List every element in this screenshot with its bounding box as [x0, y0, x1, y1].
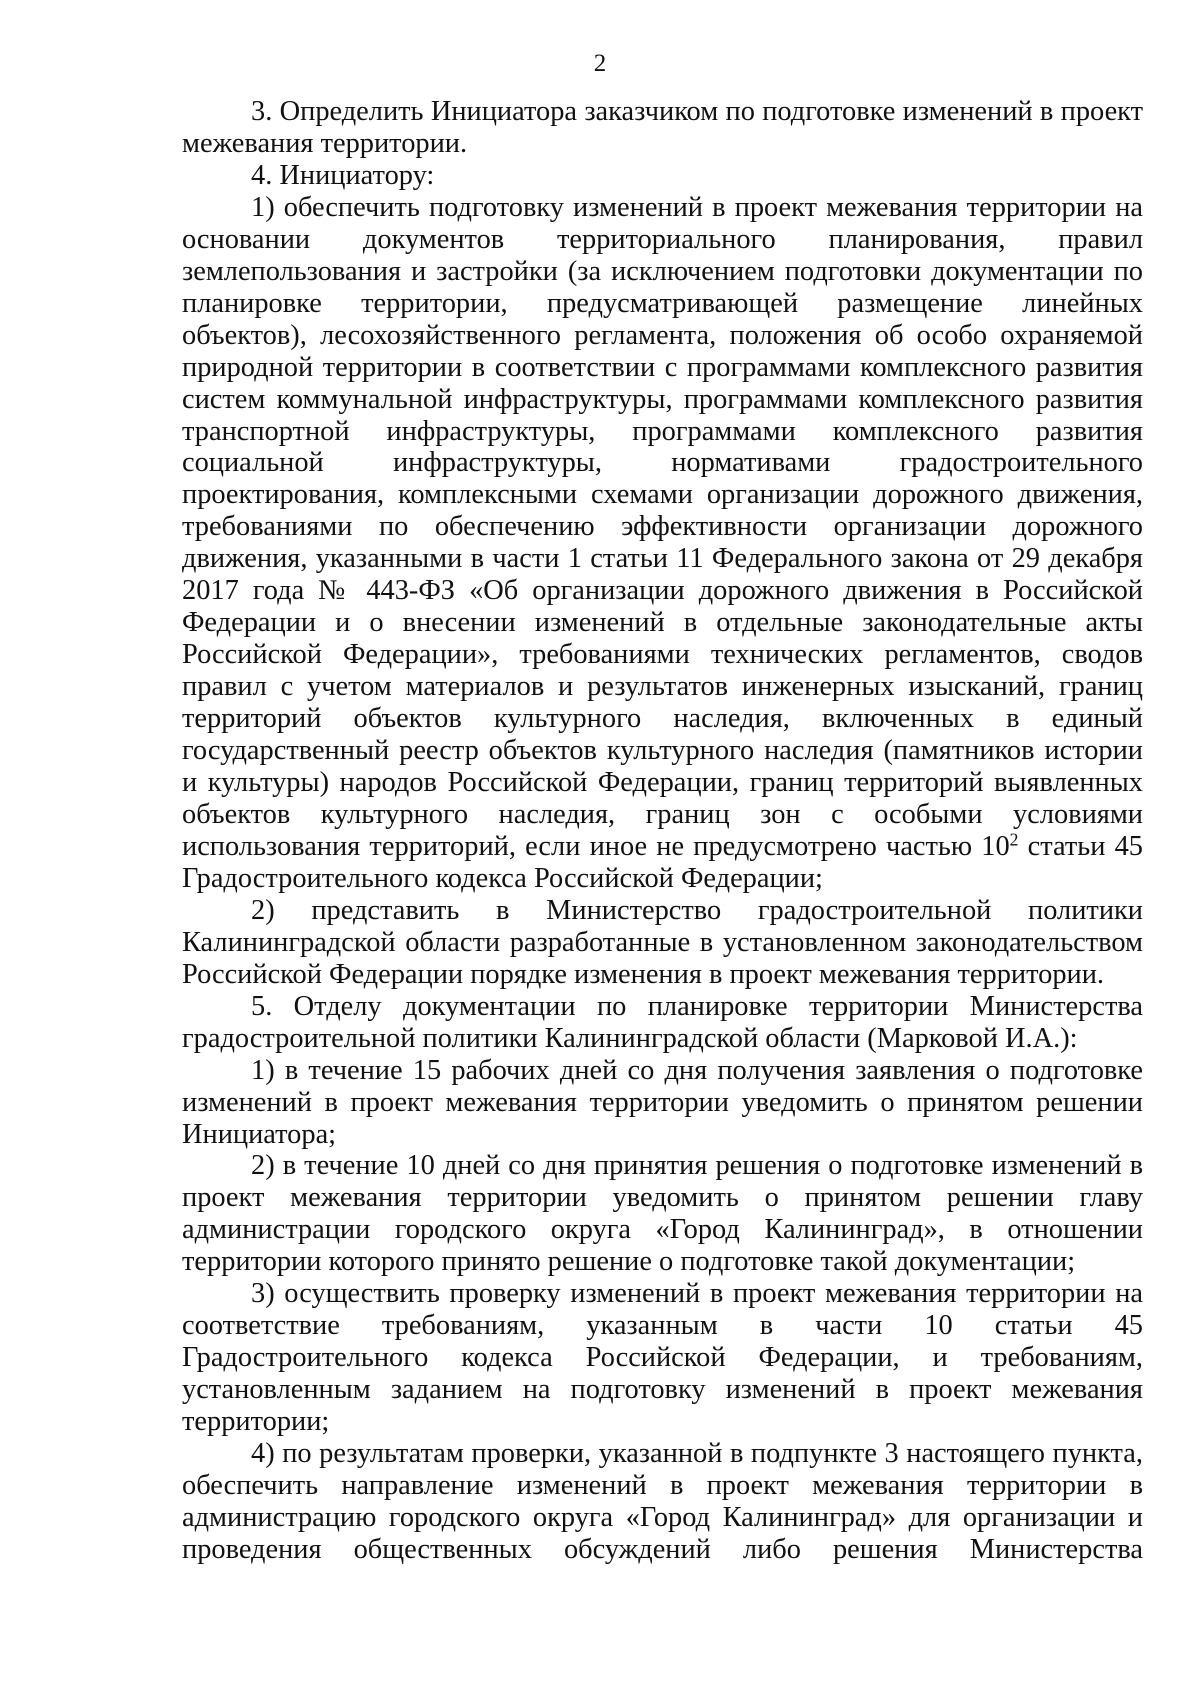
subparagraph-5-4: 4) по результатам проверки, указанной в подпункте 3 настоящего пункта, обеспечить направление изменений в проект межевания территории в администрацию городского округа «Город Калининград» для организации и проведения общественных обсуждений либо решения Министерства [182, 1438, 1143, 1565]
subparagraph-4-2: 2) представить в Министерство градостроительной политики Калининградской области разработанные в установленном законодательством Российской Федерации порядке изменения в проект межевания территории. [182, 894, 1143, 990]
paragraph-item-3: 3. Определить Инициатора заказчиком по подготовке изменений в проект межевания территории. [182, 96, 1143, 159]
subparagraph-4-1-tail: статьи 45 Градостроительного кодекса Российской Федерации; [182, 830, 1144, 894]
paragraph-item-4: 4. Инициатору: [251, 159, 435, 191]
page-number: 2 [593, 50, 607, 77]
paragraph-item-5: 5. Отделу документации по планировке территории Министерства градостроительной политики Калининградской области (Марковой И.А.): [182, 990, 1143, 1054]
subparagraph-4-1-text: 1) обеспечить подготовку изменений в проект межевания территории на основании документов территориального планирования, правил землепользования и застройки (за исключением подготовки документации по планировке территории, предусматривающей размещение линейных объектов), лесохозяйственного регламента, положения об особо охраняемой природной территории в соответствии с программами комплексного развития систем коммунальной инфраструктуры, программами комплексного развития транспортной инфраструктуры, программами комплексного развития социальной инфраструктуры, нормативами градостроительного проектирования, комплексными схемами организации дорожного движения, требованиями по обеспечению эффективности организации дорожного движения, указанными в части 1 статьи 11 Федерального закона от 29 декабря 2017 года № 443-ФЗ «Об организации дорожного движения в Российской Федерации и о внесении изменений в отдельные законодательные акты Российской Федерации», требованиями технических регламентов, сводов правил с учетом материалов и результатов инженерных изысканий, границ территорий объектов культурного наследия, включенных в единый государственный реестр объектов культурного наследия (памятников истории и культуры) народов Российской Федерации, границ территорий выявленных объектов культурного наследия, границ зон с особыми условиями использования территорий, если иное не предусмотрено частью 10 [182, 191, 1143, 862]
superscript-index: 2 [1009, 829, 1019, 850]
subparagraph-5-2: 2) в течение 10 дней со дня принятия решения о подготовке изменений в проект межевания территории уведомить о принятом решении главу администрации городского округа «Город Калининград», в отношении территории которого принято решение о подготовке такой документации; [182, 1150, 1143, 1278]
subparagraph-5-1: 1) в течение 15 рабочих дней со дня получения заявления о подготовке изменений в проект межевания территории уведомить о принятом решении Инициатора; [182, 1054, 1143, 1150]
document-body [182, 96, 1143, 1566]
subparagraph-5-3: 3) осуществить проверку изменений в проект межевания территории на соответствие требованиям, указанным в части 10 статьи 45 Градостроительного кодекса Российской Федерации, и требованиям, установленным заданием на подготовку изменений в проект межевания территории; [182, 1278, 1143, 1438]
subparagraph-4-1 [182, 192, 1143, 895]
